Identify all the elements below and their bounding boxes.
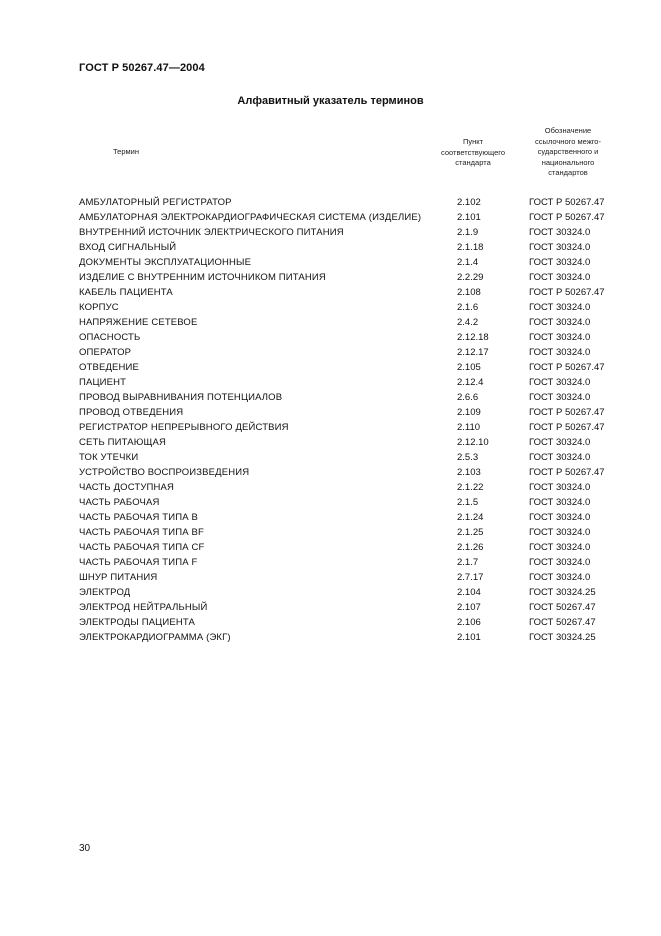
index-entry bbox=[79, 225, 639, 240]
index-entry bbox=[79, 465, 639, 480]
index-entry bbox=[79, 360, 639, 375]
entry-standard: ГОСТ Р 50267.47 bbox=[529, 467, 605, 478]
entry-standard: ГОСТ 30324.0 bbox=[529, 377, 591, 388]
entry-term: ПАЦИЕНТ bbox=[79, 377, 127, 388]
index-entry bbox=[79, 300, 639, 315]
index-entry bbox=[79, 480, 639, 495]
entry-clause: 2.101 bbox=[457, 632, 481, 643]
entry-clause: 2.4.2 bbox=[457, 317, 479, 328]
index-entry bbox=[79, 315, 639, 330]
index-entry bbox=[79, 195, 639, 210]
entry-clause: 2.108 bbox=[457, 287, 481, 298]
entry-term: ШНУР ПИТАНИЯ bbox=[79, 572, 158, 583]
page-number: 30 bbox=[79, 843, 91, 854]
entry-term: ОПЕРАТОР bbox=[79, 347, 132, 358]
entry-clause: 2.1.6 bbox=[457, 302, 479, 313]
entry-clause: 2.1.24 bbox=[457, 512, 484, 523]
index-entry bbox=[79, 405, 639, 420]
entry-standard: ГОСТ 30324.0 bbox=[529, 302, 591, 313]
entry-clause: 2.2.29 bbox=[457, 272, 484, 283]
entry-clause: 2.1.4 bbox=[457, 257, 479, 268]
entry-standard: ГОСТ 30324.25 bbox=[529, 587, 596, 598]
entry-clause: 2.105 bbox=[457, 362, 481, 373]
entry-standard: ГОСТ 30324.0 bbox=[529, 332, 591, 343]
index-entry bbox=[79, 495, 639, 510]
entry-clause: 2.1.26 bbox=[457, 542, 484, 553]
entry-standard: ГОСТ 30324.0 bbox=[529, 272, 591, 283]
column-header-clause: Пункт соответствующего стандарта bbox=[441, 137, 505, 167]
index-entry bbox=[79, 390, 639, 405]
index-entry bbox=[79, 345, 639, 360]
entry-standard: ГОСТ 50267.47 bbox=[529, 617, 596, 628]
index-entry bbox=[79, 285, 639, 300]
entry-clause: 2.1.7 bbox=[457, 557, 479, 568]
entry-standard: ГОСТ Р 50267.47 bbox=[529, 287, 605, 298]
entry-term: АМБУЛАТОРНАЯ ЭЛЕКТРОКАРДИОГРАФИЧЕСКАЯ СИСТЕМА (ИЗДЕЛИЕ) bbox=[79, 212, 422, 223]
entry-term: АМБУЛАТОРНЫЙ РЕГИСТРАТОР bbox=[79, 197, 232, 208]
entry-standard: ГОСТ 30324.0 bbox=[529, 242, 591, 253]
entry-clause: 2.12.17 bbox=[457, 347, 489, 358]
entry-term: ЭЛЕКТРОД НЕЙТРАЛЬНЫЙ bbox=[79, 602, 208, 613]
entry-term: ВХОД СИГНАЛЬНЫЙ bbox=[79, 242, 177, 253]
column-header-reference: Обозначение ссылочного межго- сударственного и национального стандартов bbox=[535, 126, 601, 177]
entry-standard: ГОСТ Р 50267.47 bbox=[529, 212, 605, 223]
entry-clause: 2.1.5 bbox=[457, 497, 479, 508]
entry-clause: 2.1.18 bbox=[457, 242, 484, 253]
term-index-list bbox=[79, 195, 639, 645]
index-entry bbox=[79, 375, 639, 390]
entry-term: ПРОВОД ВЫРАВНИВАНИЯ ПОТЕНЦИАЛОВ bbox=[79, 392, 283, 403]
entry-standard: ГОСТ 50267.47 bbox=[529, 602, 596, 613]
entry-standard: ГОСТ 30324.0 bbox=[529, 347, 591, 358]
entry-term: ЭЛЕКТРОД bbox=[79, 587, 131, 598]
entry-clause: 2.107 bbox=[457, 602, 481, 613]
entry-term: ОПАСНОСТЬ bbox=[79, 332, 141, 343]
entry-standard: ГОСТ 30324.0 bbox=[529, 572, 591, 583]
entry-clause: 2.109 bbox=[457, 407, 481, 418]
entry-standard: ГОСТ Р 50267.47 bbox=[529, 197, 605, 208]
entry-standard: ГОСТ Р 50267.47 bbox=[529, 407, 605, 418]
index-entry bbox=[79, 255, 639, 270]
entry-clause: 2.12.10 bbox=[457, 437, 489, 448]
entry-term: ЧАСТЬ РАБОЧАЯ bbox=[79, 497, 160, 508]
document-id: ГОСТ Р 50267.47—2004 bbox=[79, 62, 205, 74]
entry-clause: 2.103 bbox=[457, 467, 481, 478]
entry-term: ЭЛЕКТРОКАРДИОГРАММА (ЭКГ) bbox=[79, 632, 231, 643]
index-entry bbox=[79, 510, 639, 525]
entry-clause: 2.6.6 bbox=[457, 392, 479, 403]
entry-term: КАБЕЛЬ ПАЦИЕНТА bbox=[79, 287, 173, 298]
entry-clause: 2.102 bbox=[457, 197, 481, 208]
entry-term: ТОК УТЕЧКИ bbox=[79, 452, 139, 463]
entry-standard: ГОСТ Р 50267.47 bbox=[529, 362, 605, 373]
index-entry bbox=[79, 240, 639, 255]
entry-term: ОТВЕДЕНИЕ bbox=[79, 362, 140, 373]
index-entry bbox=[79, 630, 639, 645]
entry-standard: ГОСТ 30324.0 bbox=[529, 227, 591, 238]
entry-clause: 2.1.25 bbox=[457, 527, 484, 538]
entry-standard: ГОСТ 30324.0 bbox=[529, 497, 591, 508]
entry-clause: 2.104 bbox=[457, 587, 481, 598]
entry-term: ЧАСТЬ РАБОЧАЯ ТИПА CF bbox=[79, 542, 205, 553]
entry-standard: ГОСТ 30324.0 bbox=[529, 317, 591, 328]
index-entry bbox=[79, 615, 639, 630]
entry-term: УСТРОЙСТВО ВОСПРОИЗВЕДЕНИЯ bbox=[79, 467, 250, 478]
entry-clause: 2.1.22 bbox=[457, 482, 484, 493]
entry-term: ЭЛЕКТРОДЫ ПАЦИЕНТА bbox=[79, 617, 195, 628]
index-entry bbox=[79, 450, 639, 465]
entry-term: ВНУТРЕННИЙ ИСТОЧНИК ЭЛЕКТРИЧЕСКОГО ПИТАНИЯ bbox=[79, 227, 344, 238]
entry-standard: ГОСТ 30324.0 bbox=[529, 527, 591, 538]
index-entry bbox=[79, 420, 639, 435]
entry-term: ИЗДЕЛИЕ С ВНУТРЕННИМ ИСТОЧНИКОМ ПИТАНИЯ bbox=[79, 272, 326, 283]
column-header-term: Термин bbox=[113, 147, 139, 156]
entry-standard: ГОСТ 30324.0 bbox=[529, 392, 591, 403]
entry-term: НАПРЯЖЕНИЕ СЕТЕВОЕ bbox=[79, 317, 198, 328]
entry-term: ЧАСТЬ РАБОЧАЯ ТИПА BF bbox=[79, 527, 204, 538]
index-title: Алфавитный указатель терминов bbox=[237, 95, 424, 107]
entry-term: ЧАСТЬ РАБОЧАЯ ТИПА В bbox=[79, 512, 198, 523]
index-entry bbox=[79, 570, 639, 585]
entry-term: ДОКУМЕНТЫ ЭКСПЛУАТАЦИОННЫЕ bbox=[79, 257, 252, 268]
entry-clause: 2.106 bbox=[457, 617, 481, 628]
entry-term: РЕГИСТРАТОР НЕПРЕРЫВНОГО ДЕЙСТВИЯ bbox=[79, 422, 289, 433]
index-entry bbox=[79, 525, 639, 540]
entry-standard: ГОСТ 30324.0 bbox=[529, 437, 591, 448]
index-entry bbox=[79, 600, 639, 615]
entry-standard: ГОСТ 30324.0 bbox=[529, 557, 591, 568]
index-entry bbox=[79, 540, 639, 555]
index-entry bbox=[79, 585, 639, 600]
entry-standard: ГОСТ 30324.0 bbox=[529, 542, 591, 553]
entry-standard: ГОСТ 30324.25 bbox=[529, 632, 596, 643]
entry-term: ЧАСТЬ ДОСТУПНАЯ bbox=[79, 482, 175, 493]
entry-term: ЧАСТЬ РАБОЧАЯ ТИПА F bbox=[79, 557, 198, 568]
entry-standard: ГОСТ 30324.0 bbox=[529, 482, 591, 493]
index-entry bbox=[79, 210, 639, 225]
entry-term: ПРОВОД ОТВЕДЕНИЯ bbox=[79, 407, 184, 418]
entry-clause: 2.5.3 bbox=[457, 452, 479, 463]
index-entry bbox=[79, 270, 639, 285]
index-entry bbox=[79, 435, 639, 450]
entry-standard: ГОСТ Р 50267.47 bbox=[529, 422, 605, 433]
entry-term: КОРПУС bbox=[79, 302, 119, 313]
entry-standard: ГОСТ 30324.0 bbox=[529, 257, 591, 268]
entry-clause: 2.1.9 bbox=[457, 227, 479, 238]
entry-standard: ГОСТ 30324.0 bbox=[529, 512, 591, 523]
entry-term: СЕТЬ ПИТАЮЩАЯ bbox=[79, 437, 167, 448]
entry-clause: 2.101 bbox=[457, 212, 481, 223]
entry-clause: 2.12.18 bbox=[457, 332, 489, 343]
index-entry bbox=[79, 555, 639, 570]
entry-clause: 2.12.4 bbox=[457, 377, 484, 388]
entry-clause: 2.110 bbox=[457, 422, 481, 433]
entry-standard: ГОСТ 30324.0 bbox=[529, 452, 591, 463]
entry-clause: 2.7.17 bbox=[457, 572, 484, 583]
index-entry bbox=[79, 330, 639, 345]
